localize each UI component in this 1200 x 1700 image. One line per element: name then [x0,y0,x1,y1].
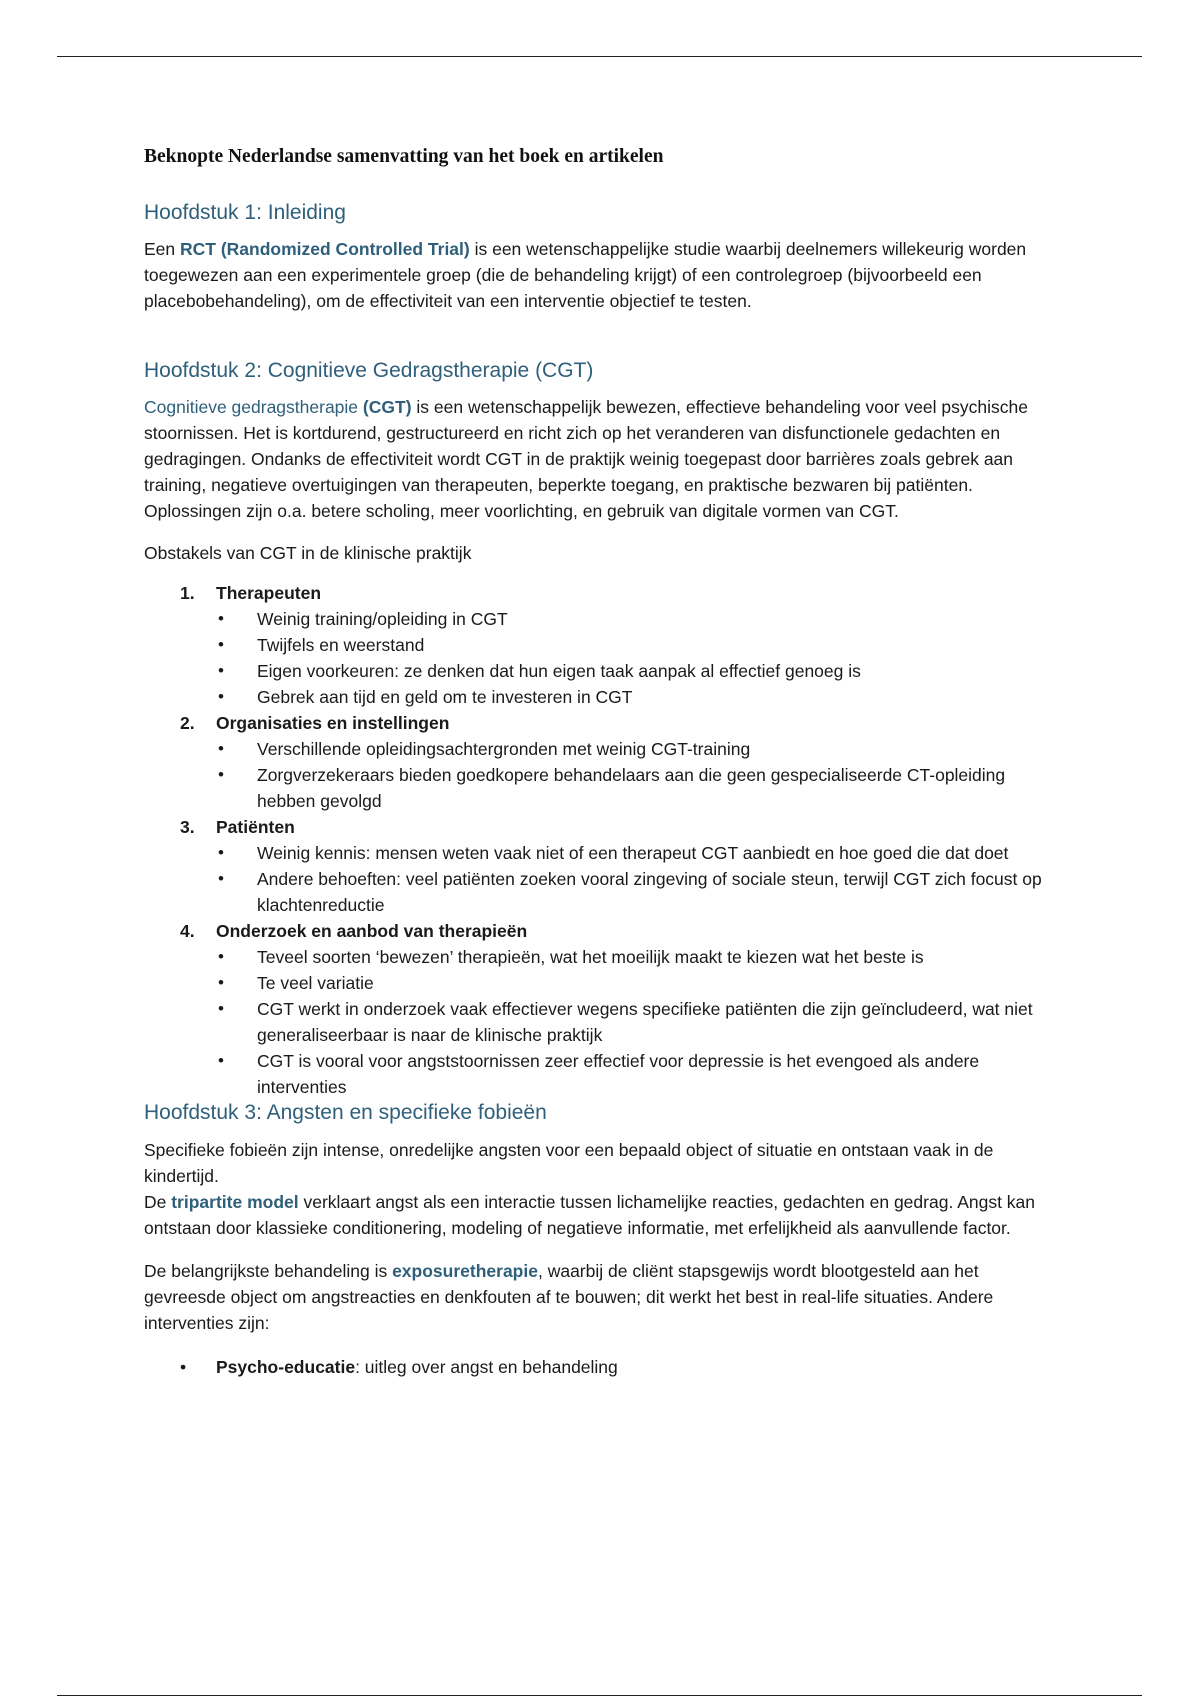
obstacle-sublist [216,606,1064,710]
list-item: • Te veel variatie [216,970,1064,996]
list-item: • Andere behoeften: veel patiënten zoeken vooral zingeving of sociale steun, terwijl CGT zich focust op klachtenreductie [216,866,1064,918]
header-rule [57,56,1142,57]
list-item: • Verschillende opleidingsachtergronden met weinig CGT-training [216,736,1064,762]
text-span: De belangrijkste behandeling is [144,1260,393,1281]
rct-term: RCT (Randomized Controlled Trial) [180,239,470,260]
cgt-abbr: (CGT) [362,397,412,418]
list-item: • Twijfels en weerstand [216,632,1064,658]
list-number: 2. [180,713,195,734]
obstacle-sublist [216,736,1064,814]
list-item [144,1354,1064,1380]
text-span: is een wetenschappelijke studie waarbij deelnemers willekeurig worden toegewezen aan een experimentele groep (die de behandeling krijgt) of een controlegroep (bijvoorbeeld een placebobehandeling), om de effectiviteit van een interventie objectief te testen. [144,239,1027,312]
text-span: verklaart angst als een interactie tussen lichamelijke reacties, gedachten en gedrag. Angst kan ontstaan door klassieke conditionering, modeling of negatieve informatie, met erfelijkheid als aanvullende factor. [144,1191,1036,1238]
list-number: 4. [180,921,195,942]
tripartite-term: tripartite model [171,1191,299,1212]
chapter-3-paragraph-2 [144,1258,1064,1336]
obstacle-title: Patiënten [216,817,295,838]
list-item: • Teveel soorten ‘bewezen’ therapieën, wat het moeilijk maakt te kiezen wat het beste is [216,944,1064,970]
obstacle-item [144,814,1064,918]
obstacles-list [144,580,1064,1100]
text-span: is een wetenschappelijk bewezen, effectieve behandeling voor veel psychische stoornissen. Het is kortdurend, gestructureerd en richt zich op het veranderen van disfunctionele gedachten en gedragingen. Ondanks de effectiviteit wordt CGT in de praktijk weinig toegepast door barrières zoals gebrek aan training, negatieve overtuigingen van therapeuten, beperkte toegang, en praktische bezwaren bij patiënten. Oplossingen zijn o.a. betere scholing, meer voorlichting, en gebruik van digitale vormen van CGT. [144,397,1028,522]
chapter-2-heading: Hoofdstuk 2: Cognitieve Gedragstherapie (CGT) [144,359,594,383]
list-item: • Weinig kennis: mensen weten vaak niet of een therapeut CGT aanbiedt en hoe goed die dat doet [216,840,1064,866]
chapter-3-heading: Hoofdstuk 3: Angsten en specifieke fobieën [144,1101,547,1125]
text-span: De [144,1191,172,1212]
intervention-term: Psycho-educatie [216,1356,356,1377]
obstacle-item [144,580,1064,710]
chapter-1-paragraph [144,236,1064,314]
obstacles-intro: Obstakels van CGT in de klinische praktijk [144,543,472,564]
exposure-term: exposuretherapie [392,1260,538,1281]
chapter-2-paragraph [144,394,1064,524]
text-span: , waarbij de cliënt stapsgewijs wordt blootgesteld aan het gevreesde object om angstreacties en denkfouten af te bouwen; dit werkt het best in real-life situaties. Andere interventies zijn: [144,1260,994,1333]
document-title: Beknopte Nederlandse samenvatting van het boek en artikelen [144,146,664,167]
chapter-1-heading: Hoofdstuk 1: Inleiding [144,201,346,224]
obstacle-item [144,710,1064,814]
chapter-3-paragraph-1a: Specifieke fobieën zijn intense, onredelijke angsten voor een bepaald object of situatie en ontstaan vaak in de kindertijd. [144,1139,994,1186]
list-item: • Gebrek aan tijd en geld om te investeren in CGT [216,684,1064,710]
document-body [144,140,1064,1380]
list-item: • CGT is vooral voor angststoornissen zeer effectief voor depressie is het evengoed als andere interventies [216,1048,1064,1100]
text-span: Een [144,239,180,260]
obstacle-sublist [216,944,1064,1100]
list-number: 3. [180,817,195,838]
list-item: • CGT werkt in onderzoek vaak effectiever wegens specifieke patiënten die zijn geïncludeerd, wat niet generaliseerbaar is naar de klinische praktijk [216,996,1064,1048]
list-item: • Eigen voorkeuren: ze denken dat hun eigen taak aanpak al effectief genoeg is [216,658,1064,684]
obstacle-title: Organisaties en instellingen [216,713,450,734]
obstacle-item [144,918,1064,1100]
obstacle-sublist [216,840,1064,918]
obstacle-title: Therapeuten [216,583,322,604]
obstacle-title: Onderzoek en aanbod van therapieën [216,921,528,942]
text-span: : uitleg over angst en behandeling [355,1356,618,1377]
list-item: • Weinig training/opleiding in CGT [216,606,1064,632]
list-item: • Zorgverzekeraars bieden goedkopere behandelaars aan die geen gespecialiseerde CT-opleiding hebben gevolgd [216,762,1064,814]
footer-rule [57,1695,1142,1696]
chapter-3-paragraph-1b [144,1189,1064,1241]
cgt-term: Cognitieve gedragstherapie [144,397,359,418]
list-number: 1. [180,583,195,604]
interventions-list [144,1354,1064,1380]
